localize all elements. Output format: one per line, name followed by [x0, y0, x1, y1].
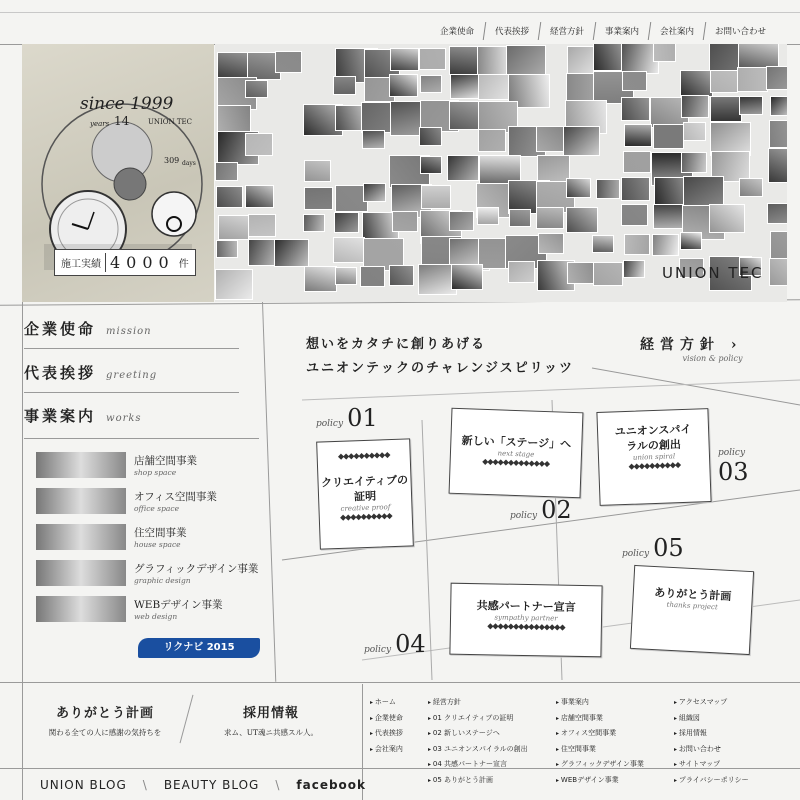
footer-link[interactable]: ▸ 会社案内	[370, 742, 403, 758]
footer-link[interactable]: ▸ オフィス空間事業	[556, 726, 644, 742]
hero-photo-tile	[567, 262, 594, 284]
hero-photo-tile	[274, 239, 309, 267]
footer-link[interactable]: ▸ 01 クリエイティブの証明	[428, 711, 528, 727]
hero-photo-tile	[245, 133, 273, 156]
hero-photo-tile	[739, 96, 763, 116]
hero-photo-tile	[739, 178, 763, 198]
thanks-promo[interactable]	[30, 702, 180, 738]
policy-card-title: ユニオンスパイラルの創出	[614, 422, 692, 453]
business-title: オフィス空間事業	[134, 491, 217, 503]
recruit-promo[interactable]	[196, 702, 346, 738]
policy-card-subtitle: next stage	[497, 449, 535, 459]
policy-word: policy	[718, 448, 746, 458]
footer-link[interactable]: ▸ 住空間事業	[556, 742, 644, 758]
business-thumb	[36, 488, 126, 514]
hero-photo-tile	[624, 124, 652, 147]
hero-photo-tile	[769, 120, 787, 148]
footer-link[interactable]: ▸ 05 ありがとう計画	[428, 773, 528, 789]
years-count: 14	[114, 114, 130, 128]
footer-link[interactable]: ▸ 経営方針	[428, 695, 528, 711]
footer-link[interactable]: ▸ 03 ユニオンスパイラルの創出	[428, 742, 528, 758]
nav-contact[interactable]: お問い合わせ	[714, 27, 766, 37]
hero-photo-tile	[653, 124, 684, 149]
hero-photo-tile	[681, 95, 709, 118]
works-unit: 件	[178, 259, 189, 270]
hero-photo-tile	[216, 240, 238, 258]
policy-word: policy	[622, 549, 650, 559]
ornament-icon: ◆◆◆◆◆◆◆◆◆◆	[339, 511, 392, 522]
recruit-title: 採用情報	[242, 706, 299, 721]
policy-card-title: クリエイティブの証明	[320, 473, 409, 504]
hero-photo-tile	[621, 204, 648, 226]
hero-photo-tile	[538, 233, 564, 254]
hero-logo: UNION TEC	[662, 264, 764, 282]
ornament-icon: ◆◆◆◆◆◆◆◆◆◆◆◆◆◆◆	[487, 621, 565, 632]
chevron-right-icon: ›	[720, 337, 743, 353]
hero-photo-tile	[683, 122, 706, 141]
policy-card-01[interactable]	[316, 438, 414, 549]
hero-photo-tile	[304, 266, 337, 293]
footer-link[interactable]: ▸ WEBデザイン事業	[556, 773, 644, 789]
hero-photo-tile	[709, 204, 745, 233]
policy-subtitle: vision & policy	[682, 354, 743, 363]
business-web[interactable]	[36, 594, 266, 624]
footer-link[interactable]: ▸ 店舗空間事業	[556, 711, 644, 727]
policy-number: 05	[653, 534, 684, 562]
hero-photo-tile	[592, 235, 614, 253]
hero-photo-tile	[737, 67, 768, 92]
business-subtitle: graphic design	[134, 576, 191, 585]
headline-line1: 想いをカタチに創りあげる	[306, 337, 487, 352]
top-nav	[430, 22, 776, 40]
business-house[interactable]	[36, 522, 266, 552]
hero-photo-tile	[506, 45, 546, 77]
footer-link[interactable]: ▸ 企業使命	[370, 711, 403, 727]
policy-word: policy	[316, 419, 344, 429]
policy-link[interactable]	[640, 334, 742, 363]
since-label: since 1999	[80, 94, 174, 114]
hero-photo-tile	[420, 75, 442, 93]
footer-col-4	[674, 695, 749, 788]
business-title: 住空間事業	[134, 527, 187, 539]
policy-card-03[interactable]	[596, 408, 711, 506]
business-shop[interactable]	[36, 450, 266, 480]
policy-label-03	[718, 448, 749, 486]
business-subtitle: shop space	[134, 468, 177, 477]
hero-photo-tile	[389, 74, 418, 98]
policy-card-subtitle: sympathy partner	[494, 613, 558, 623]
hero-photo-tile	[621, 177, 650, 201]
hero-photo-tile	[766, 66, 787, 90]
hero-photo-tile	[389, 265, 414, 285]
hero-photo-tile	[622, 71, 647, 91]
footer-link[interactable]: ▸ 04 共感パートナー宣言	[428, 757, 528, 773]
facebook-link[interactable]: facebook	[296, 778, 367, 792]
policy-label-04	[364, 630, 426, 658]
hero-photo-tile	[335, 267, 357, 285]
hero-photo-tile	[217, 105, 251, 133]
footer-col-3	[556, 695, 644, 788]
years-label: years	[90, 120, 110, 128]
hero-photo-tile	[245, 185, 274, 209]
footer-link[interactable]: ▸ 代表挨拶	[370, 726, 403, 742]
footer-link[interactable]: ▸ 組織図	[674, 711, 749, 727]
business-graphic[interactable]	[36, 558, 266, 588]
ornament-icon: ◆◆◆◆◆◆◆◆◆◆	[337, 450, 390, 461]
hero-photo-tile	[593, 262, 623, 286]
ornament-icon: ◆◆◆◆◆◆◆◆◆◆	[628, 460, 681, 471]
hero-photo-tile	[363, 183, 386, 202]
nav-greeting[interactable]: 代表挨拶	[484, 22, 542, 40]
business-thumb	[36, 560, 126, 586]
thanks-text: 関わる全ての人に感謝の気持ちを	[48, 728, 162, 737]
hero-photo-tile	[770, 231, 787, 262]
hero-photo-tile	[621, 97, 650, 121]
sidebar-label: 事業案内	[24, 407, 97, 425]
ornament-icon: ◆◆◆◆◆◆◆◆◆◆◆◆◆	[482, 456, 550, 469]
business-thumb	[36, 596, 126, 622]
hero-photo-tile	[304, 160, 331, 182]
policy-label-02	[510, 496, 572, 524]
policy-title: 経営方針	[640, 337, 720, 353]
days-label: days	[182, 160, 196, 167]
hero-photo-tile	[447, 155, 479, 181]
hero-photo-tile	[536, 207, 564, 230]
policy-card-title: 共感パートナー宣言	[476, 599, 576, 614]
clock-brand: UNION TEC	[148, 118, 193, 126]
policy-card-05[interactable]	[630, 565, 754, 655]
union-blog-link[interactable]: UNION BLOG	[40, 778, 127, 792]
hero-photo-tile	[419, 48, 446, 70]
business-thumb	[36, 524, 126, 550]
business-title: グラフィックデザイン事業	[134, 563, 259, 575]
business-office[interactable]	[36, 486, 266, 516]
hero-photo-tile	[216, 186, 243, 208]
policy-card-title: 新しい「ステージ」へ	[461, 434, 572, 451]
hero-photo-tile	[333, 237, 365, 263]
hero-photo-tile	[623, 151, 651, 174]
hero-photo-tile	[477, 207, 499, 225]
hero-photo-tile	[653, 44, 676, 62]
policy-card-02[interactable]	[449, 408, 584, 499]
hero-photo-tile	[624, 234, 650, 255]
policy-card-subtitle: creative proof	[340, 503, 391, 513]
hero-photo-tile	[509, 209, 531, 227]
policy-word: policy	[510, 511, 538, 521]
business-subtitle: office space	[134, 504, 180, 513]
business-thumb	[36, 452, 126, 478]
hero-photo-tile	[334, 212, 359, 232]
works-label: 施工実績	[61, 259, 101, 270]
footer-link[interactable]: ▸ お問い合わせ	[674, 742, 749, 758]
hero-photo-tile	[421, 185, 451, 209]
footer-link[interactable]: ▸ 事業案内	[556, 695, 644, 711]
nav-policy[interactable]: 経営方針	[539, 22, 597, 40]
clock-panel	[22, 44, 214, 302]
footer-col-2	[428, 695, 528, 788]
hero-photo-tile	[478, 74, 510, 100]
policy-card-title: ありがとう計画	[654, 586, 732, 604]
sidebar-sublabel: works	[106, 413, 142, 424]
footer-link[interactable]: ▸ アクセスマップ	[674, 695, 749, 711]
footer-col-1	[370, 695, 403, 757]
hero-photo-tile	[217, 52, 251, 80]
hero-photo-tile	[710, 70, 738, 93]
hero-photo-tile	[680, 232, 702, 250]
footer-link[interactable]: ▸ サイトマップ	[674, 757, 749, 773]
hero-photo-tile	[420, 156, 442, 174]
sidebar-item-greeting[interactable]	[24, 362, 259, 383]
beauty-blog-link[interactable]: BEAUTY BLOG	[163, 778, 260, 792]
footer-link[interactable]: ▸ 採用情報	[674, 726, 749, 742]
hero-photo-tile	[710, 96, 742, 122]
hero-photo-tile	[333, 76, 356, 95]
thanks-title: ありがとう計画	[55, 706, 154, 721]
hero-photo-tile	[770, 96, 787, 116]
hero-photo-tile	[767, 203, 787, 224]
hero-photo-tile	[215, 269, 253, 300]
policy-label-01	[316, 404, 378, 432]
hero-photo-tile	[245, 80, 268, 99]
footer-link[interactable]: ▸ 02 新しいステージへ	[428, 726, 528, 742]
business-subtitle: house space	[134, 540, 181, 549]
hero-photo-tile	[215, 162, 238, 181]
policy-card-subtitle: thanks project	[666, 600, 718, 612]
hero-photo-tile	[768, 148, 787, 183]
hero-photo-tile	[652, 234, 679, 256]
works-counter	[54, 249, 196, 276]
hero-photo-tile	[596, 179, 620, 199]
nav-works[interactable]: 事業案内	[594, 22, 652, 40]
hero-photo-tile	[566, 207, 598, 233]
business-title: 店舗空間事業	[134, 455, 197, 467]
hero-photo-tile	[450, 74, 481, 99]
hero-photo-tile	[623, 260, 645, 278]
hero-photo-tile	[451, 264, 483, 290]
nav-mission[interactable]: 企業使命	[429, 22, 487, 40]
policy-word: policy	[364, 645, 392, 655]
policy-label-05	[622, 534, 684, 562]
hero-photo-tile	[566, 178, 591, 198]
works-count: 4000	[105, 253, 175, 272]
nav-company[interactable]: 会社案内	[649, 22, 707, 40]
hero-photo-tile	[275, 51, 302, 73]
hero-photo-tile	[508, 261, 535, 283]
hero-photo-tile	[248, 214, 276, 237]
days-count: 309	[164, 156, 180, 165]
hero-photo-tile	[218, 215, 249, 240]
policy-card-subtitle: union spiral	[632, 452, 676, 462]
hero-photo-tile	[449, 211, 474, 231]
policy-number: 03	[718, 458, 749, 486]
footer-link[interactable]: ▸ プライバシーポリシー	[674, 773, 749, 789]
headline-line2: ユニオンテックのチャレンジスピリッツ	[306, 361, 575, 376]
hero-photo-tile	[304, 187, 333, 211]
hero-photo-tile	[563, 126, 600, 156]
rikunabi-banner[interactable]: リクナビ 2015	[138, 638, 260, 658]
hero-photo-tile	[419, 127, 442, 146]
policy-number: 01	[347, 404, 378, 432]
hero-photo-tile	[681, 152, 707, 173]
recruit-text: 求ム、UT魂ニ共感スル人。	[223, 728, 319, 737]
business-title: WEBデザイン事業	[134, 599, 223, 611]
hero-photo-tile	[769, 258, 787, 286]
sidebar-item-works[interactable]	[24, 405, 259, 426]
business-subtitle: web design	[134, 612, 178, 621]
footer-link[interactable]: ▸ グラフィックデザイン事業	[556, 757, 644, 773]
sidebar-label: 代表挨拶	[24, 364, 97, 382]
hero-photo-tile	[680, 70, 713, 97]
hero-photo-tile	[392, 211, 418, 232]
hero-photo-tile	[653, 204, 684, 229]
sidebar-label: 企業使命	[24, 320, 97, 338]
hero-photo-tile	[478, 129, 506, 152]
sidebar-sublabel: mission	[106, 326, 152, 337]
hero-photo-tile	[303, 214, 325, 232]
footer-link[interactable]: ▸ ホーム	[370, 695, 403, 711]
policy-number: 02	[541, 496, 572, 524]
hero-photo-tile	[390, 48, 419, 72]
policy-card-04[interactable]	[449, 583, 602, 658]
bottom-links: UNION BLOG \ BEAUTY BLOG \ facebook	[40, 778, 382, 792]
hero-photo-tile	[360, 266, 385, 286]
policy-number: 04	[395, 630, 426, 658]
hero-photo-tile	[362, 130, 385, 149]
sidebar-sublabel: greeting	[106, 370, 158, 381]
sidebar-item-mission[interactable]	[24, 318, 259, 339]
